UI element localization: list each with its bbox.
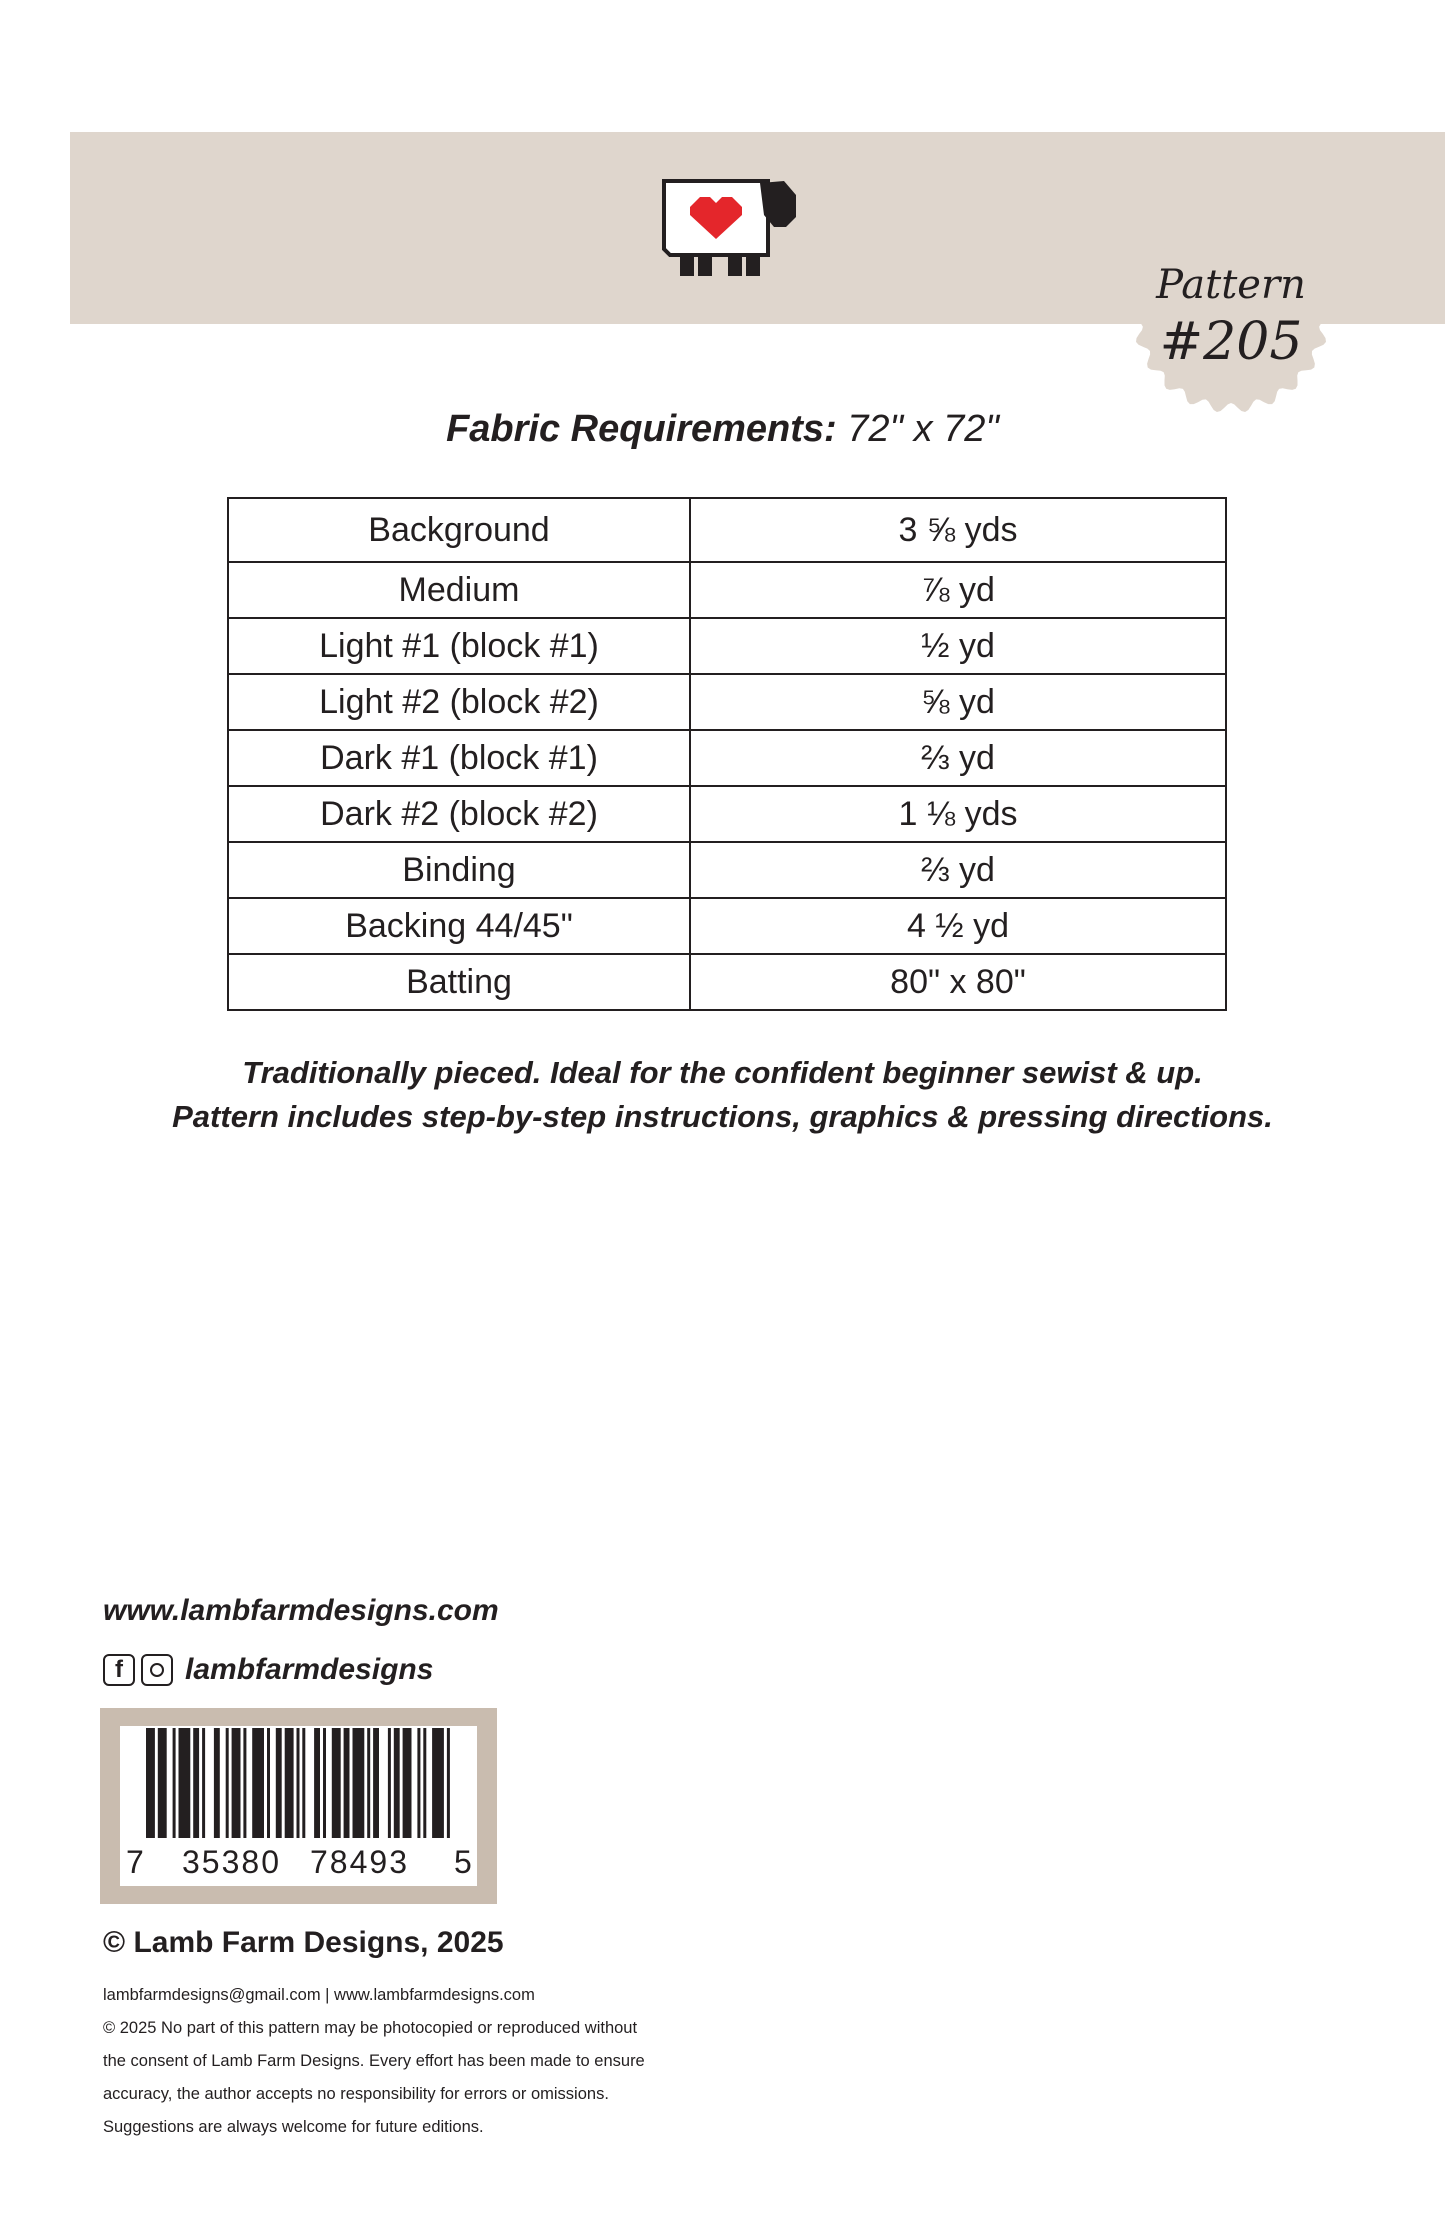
facebook-icon[interactable]: f bbox=[103, 1654, 135, 1686]
barcode-bar bbox=[403, 1728, 412, 1838]
barcode-bar bbox=[179, 1728, 191, 1838]
barcode-bar bbox=[344, 1728, 350, 1838]
fabric-amount-cell: ⅔ yd bbox=[690, 842, 1226, 898]
copyright-heading: © Lamb Farm Designs, 2025 bbox=[103, 1926, 504, 1959]
social-row bbox=[103, 1653, 433, 1687]
barcode-bar bbox=[232, 1728, 241, 1838]
badge-pattern-number: #205 bbox=[1159, 312, 1303, 372]
barcode-bar bbox=[193, 1728, 199, 1838]
fabric-requirements-table bbox=[227, 497, 1227, 1011]
badge-pattern-label: Pattern bbox=[1156, 262, 1306, 308]
barcode-bar bbox=[332, 1728, 341, 1838]
fabric-name-cell: Batting bbox=[228, 954, 690, 1010]
barcode-bar bbox=[323, 1728, 326, 1838]
barcode-bar bbox=[367, 1728, 370, 1838]
description-line-1: Traditionally pieced. Ideal for the confident beginner sewist & up. bbox=[242, 1055, 1203, 1090]
barcode-bar bbox=[158, 1728, 167, 1838]
barcode-bar bbox=[243, 1728, 246, 1838]
instagram-icon[interactable] bbox=[141, 1654, 173, 1686]
fabric-name-cell: Dark #2 (block #2) bbox=[228, 786, 690, 842]
barcode-bar bbox=[302, 1728, 305, 1838]
barcode-bar bbox=[173, 1728, 176, 1838]
quilt-size: 72" x 72" bbox=[847, 408, 999, 450]
fabric-amount-cell: ½ yd bbox=[690, 618, 1226, 674]
fine-print-line: the consent of Lamb Farm Designs. Every effort has been made to ensure bbox=[103, 2052, 645, 2070]
fabric-amount-cell: 3 ⅝ yds bbox=[690, 498, 1226, 562]
table-row bbox=[228, 498, 1226, 562]
table-row bbox=[228, 842, 1226, 898]
barcode-bar bbox=[252, 1728, 264, 1838]
barcode-left-digits: 35380 bbox=[182, 1844, 281, 1880]
barcode-bars bbox=[120, 1726, 477, 1886]
fabric-name-cell: Light #2 (block #2) bbox=[228, 674, 690, 730]
table-row bbox=[228, 674, 1226, 730]
barcode-frame bbox=[100, 1708, 497, 1904]
website-link[interactable]: www.lambfarmdesigns.com bbox=[103, 1594, 499, 1627]
fabric-amount-cell: 1 ⅛ yds bbox=[690, 786, 1226, 842]
table-row bbox=[228, 786, 1226, 842]
barcode-bar bbox=[214, 1728, 220, 1838]
table-row bbox=[228, 562, 1226, 618]
barcode-bar bbox=[267, 1728, 270, 1838]
barcode-bar bbox=[417, 1728, 420, 1838]
barcode bbox=[120, 1726, 477, 1886]
fabric-name-cell: Backing 44/45" bbox=[228, 898, 690, 954]
fabric-name-cell: Light #1 (block #1) bbox=[228, 618, 690, 674]
table-row bbox=[228, 730, 1226, 786]
title-label: Fabric Requirements: bbox=[446, 408, 837, 450]
barcode-bar bbox=[285, 1728, 294, 1838]
barcode-first-digit: 7 bbox=[126, 1844, 144, 1880]
fine-print-line: lambfarmdesigns@gmail.com | www.lambfarmdesigns.com bbox=[103, 1986, 535, 2004]
barcode-bar bbox=[297, 1728, 300, 1838]
barcode-bar bbox=[146, 1728, 155, 1838]
barcode-bar bbox=[314, 1728, 320, 1838]
barcode-right-digits: 78493 bbox=[310, 1844, 409, 1880]
description-line-2: Pattern includes step-by-step instructions, graphics & pressing directions. bbox=[172, 1099, 1273, 1134]
barcode-bar bbox=[447, 1728, 450, 1838]
fabric-requirements-title bbox=[0, 408, 1445, 451]
barcode-bar bbox=[202, 1728, 205, 1838]
fabric-amount-cell: ⅔ yd bbox=[690, 730, 1226, 786]
sheep-heart-logo bbox=[660, 175, 800, 280]
fabric-amount-cell: 80" x 80" bbox=[690, 954, 1226, 1010]
fabric-name-cell: Background bbox=[228, 498, 690, 562]
barcode-bar bbox=[388, 1728, 391, 1838]
fine-print-line: accuracy, the author accepts no responsibility for errors or omissions. bbox=[103, 2085, 609, 2103]
fabric-amount-cell: ⅝ yd bbox=[690, 674, 1226, 730]
fine-print-line: Suggestions are always welcome for future editions. bbox=[103, 2118, 484, 2136]
table-row bbox=[228, 954, 1226, 1010]
barcode-bar bbox=[226, 1728, 229, 1838]
fabric-amount-cell: ⅞ yd bbox=[690, 562, 1226, 618]
fabric-name-cell: Medium bbox=[228, 562, 690, 618]
fabric-name-cell: Dark #1 (block #1) bbox=[228, 730, 690, 786]
fabric-name-cell: Binding bbox=[228, 842, 690, 898]
barcode-last-digit: 5 bbox=[454, 1844, 472, 1880]
barcode-bar bbox=[373, 1728, 379, 1838]
barcode-bar bbox=[353, 1728, 365, 1838]
fine-print-line: © 2025 No part of this pattern may be photocopied or reproduced without bbox=[103, 2019, 638, 2037]
fabric-amount-cell: 4 ½ yd bbox=[690, 898, 1226, 954]
barcode-bar bbox=[423, 1728, 426, 1838]
barcode-bar bbox=[276, 1728, 282, 1838]
social-handle[interactable]: lambfarmdesigns bbox=[185, 1653, 434, 1686]
table-row bbox=[228, 898, 1226, 954]
barcode-bar bbox=[394, 1728, 400, 1838]
barcode-bar bbox=[432, 1728, 444, 1838]
table-row bbox=[228, 618, 1226, 674]
